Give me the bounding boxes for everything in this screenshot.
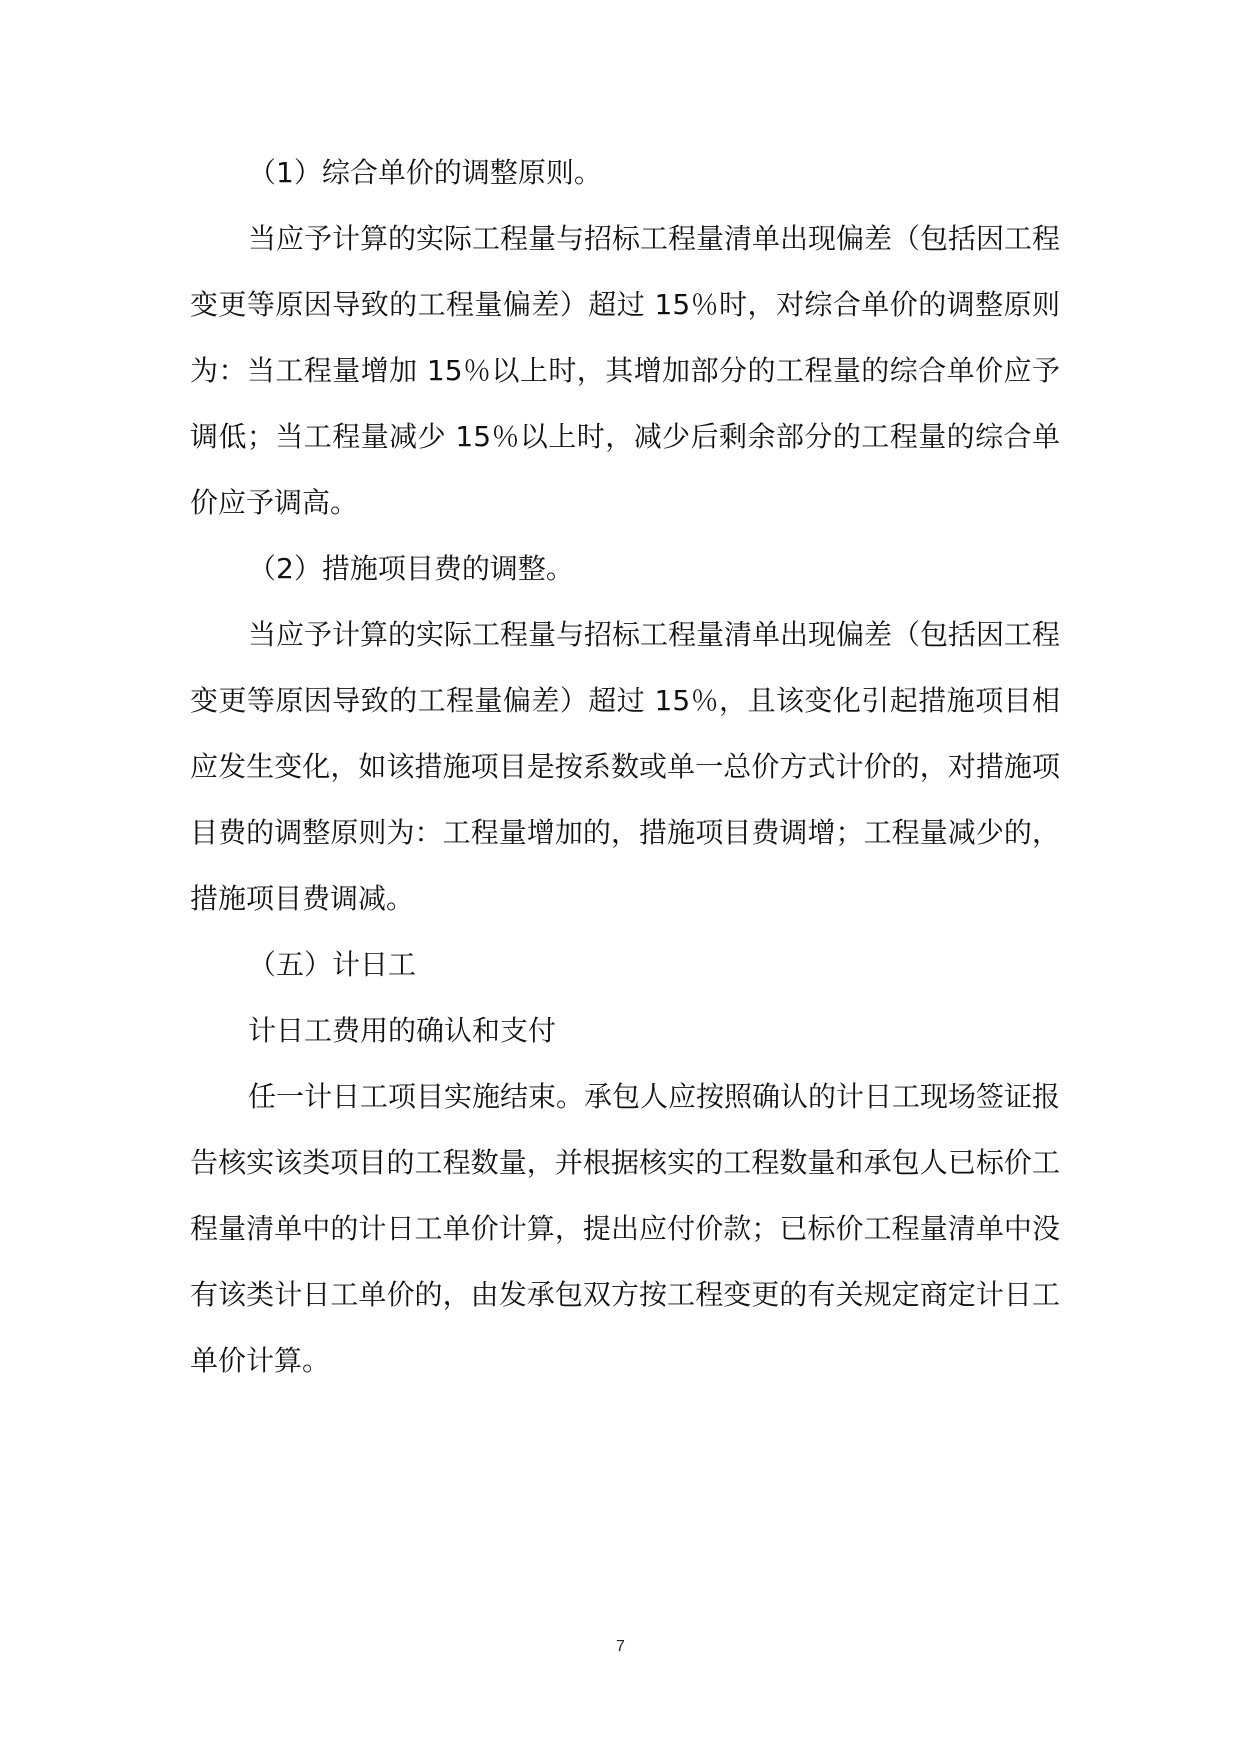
document-body xyxy=(190,140,1060,1394)
heading-daywork: （五）计日工 xyxy=(248,948,417,981)
subheading-daywork-payment: 计日工费用的确认和支付 xyxy=(248,1014,557,1047)
paragraph-measure-fee-rule: 当应予计算的实际工程量与招标工程量清单出现偏差（包括因工程变更等原因导致的工程量偏差）超过 15％，且该变化引起措施项目相应发生变化，如该措施项目是按系数或单一总价方式计价的，对措施项目费的调整原则为：工程量增加的，措施项目费调增；工程量减少的，措施项目费调减。 xyxy=(190,618,1061,915)
heading-unit-price-adjustment: （1）综合单价的调整原则。 xyxy=(248,156,602,189)
heading-measure-fee-adjustment: （2）措施项目费的调整。 xyxy=(248,552,574,585)
paragraph-unit-price-rule: 当应予计算的实际工程量与招标工程量清单出现偏差（包括因工程变更等原因导致的工程量偏差）超过 15％时，对综合单价的调整原则为：当工程量增加 15％以上时，其增加部分的工程量的综合单价应予调低；当工程量减少 15％以上时，减少后剩余部分的工程量的综合单价应予调高。 xyxy=(190,222,1061,519)
page-number: 7 xyxy=(616,1638,625,1655)
paragraph-daywork-procedure: 任一计日工项目实施结束。承包人应按照确认的计日工现场签证报告核实该类项目的工程数量，并根据核实的工程数量和承包人已标价工程量清单中的计日工单价计算，提出应付价款；已标价工程量清单中没有该类计日工单价的，由发承包双方按工程变更的有关规定商定计日工单价计算。 xyxy=(190,1080,1061,1377)
